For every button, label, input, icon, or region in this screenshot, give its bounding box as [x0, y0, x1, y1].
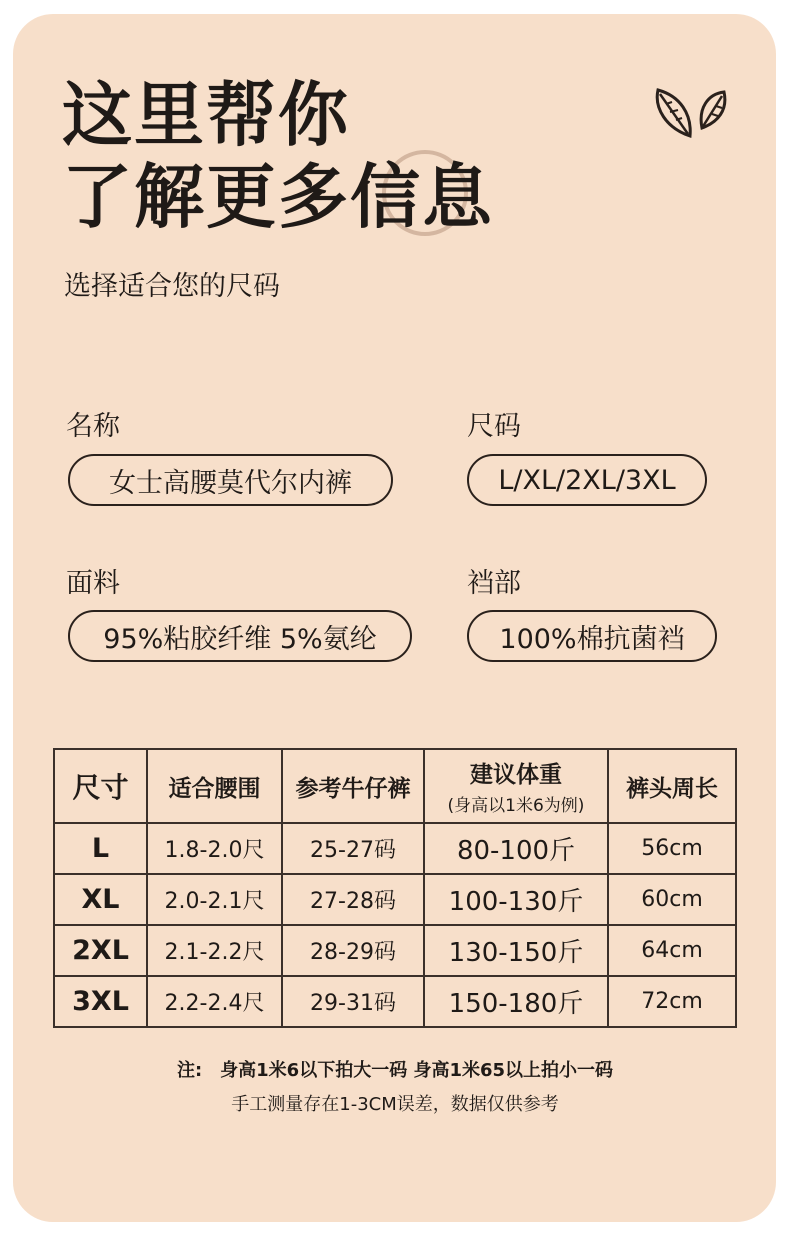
note-text-1: 身高1米6以下拍大一码 身高1米65以上拍小一码 [220, 1060, 614, 1081]
note-line-2: 手工测量存在1-3CM误差，数据仅供参考 [231, 1094, 559, 1115]
table-row [54, 874, 736, 925]
cell-waist: 2.0-2.1尺 [147, 874, 282, 925]
subtitle: 选择适合您的尺码 [64, 271, 280, 302]
cell-jeans: 29-31码 [282, 976, 424, 1027]
cell-size: L [54, 823, 147, 874]
cell-waist: 2.1-2.2尺 [147, 925, 282, 976]
size-label: 尺码 [467, 411, 521, 442]
fabric-label: 面料 [66, 568, 120, 599]
cell-waist: 1.8-2.0尺 [147, 823, 282, 874]
header-jeans: 参考牛仔裤 [282, 749, 424, 823]
cell-weight: 150-180斤 [424, 976, 608, 1027]
leaf-icon [652, 84, 732, 148]
cell-waistband: 56cm [608, 823, 736, 874]
cell-waistband: 72cm [608, 976, 736, 1027]
header-waistband: 裤头周长 [608, 749, 736, 823]
cell-weight: 80-100斤 [424, 823, 608, 874]
crotch-value: 100%棉抗菌裆 [467, 610, 717, 662]
header-weight-label: 建议体重 [470, 762, 562, 788]
header-size: 尺寸 [54, 749, 147, 823]
header-waist: 适合腰围 [147, 749, 282, 823]
cell-jeans: 25-27码 [282, 823, 424, 874]
cell-weight: 130-150斤 [424, 925, 608, 976]
cell-size: 3XL [54, 976, 147, 1027]
header-weight-note: (身高以1米6为例) [447, 796, 585, 816]
title-line-2: 了解更多信息 [62, 156, 494, 238]
crotch-label: 裆部 [467, 568, 521, 599]
cell-jeans: 27-28码 [282, 874, 424, 925]
cell-waistband: 64cm [608, 925, 736, 976]
cell-waist: 2.2-2.4尺 [147, 976, 282, 1027]
cell-waistband: 60cm [608, 874, 736, 925]
note-prefix: 注: [176, 1060, 203, 1081]
size-table [53, 748, 737, 1028]
table-header-row [54, 749, 736, 823]
fabric-value: 95%粘胶纤维 5%氨纶 [68, 610, 412, 662]
name-label: 名称 [66, 411, 120, 442]
size-value: L/XL/2XL/3XL [467, 454, 707, 506]
table-row [54, 823, 736, 874]
cell-jeans: 28-29码 [282, 925, 424, 976]
title-line-1: 这里帮你 [62, 74, 350, 156]
table-row [54, 925, 736, 976]
name-value: 女士高腰莫代尔内裤 [68, 454, 393, 506]
cell-size: 2XL [54, 925, 147, 976]
header-weight [424, 749, 608, 823]
table-row [54, 976, 736, 1027]
cell-size: XL [54, 874, 147, 925]
note-line-1 [0, 1056, 790, 1082]
cell-weight: 100-130斤 [424, 874, 608, 925]
